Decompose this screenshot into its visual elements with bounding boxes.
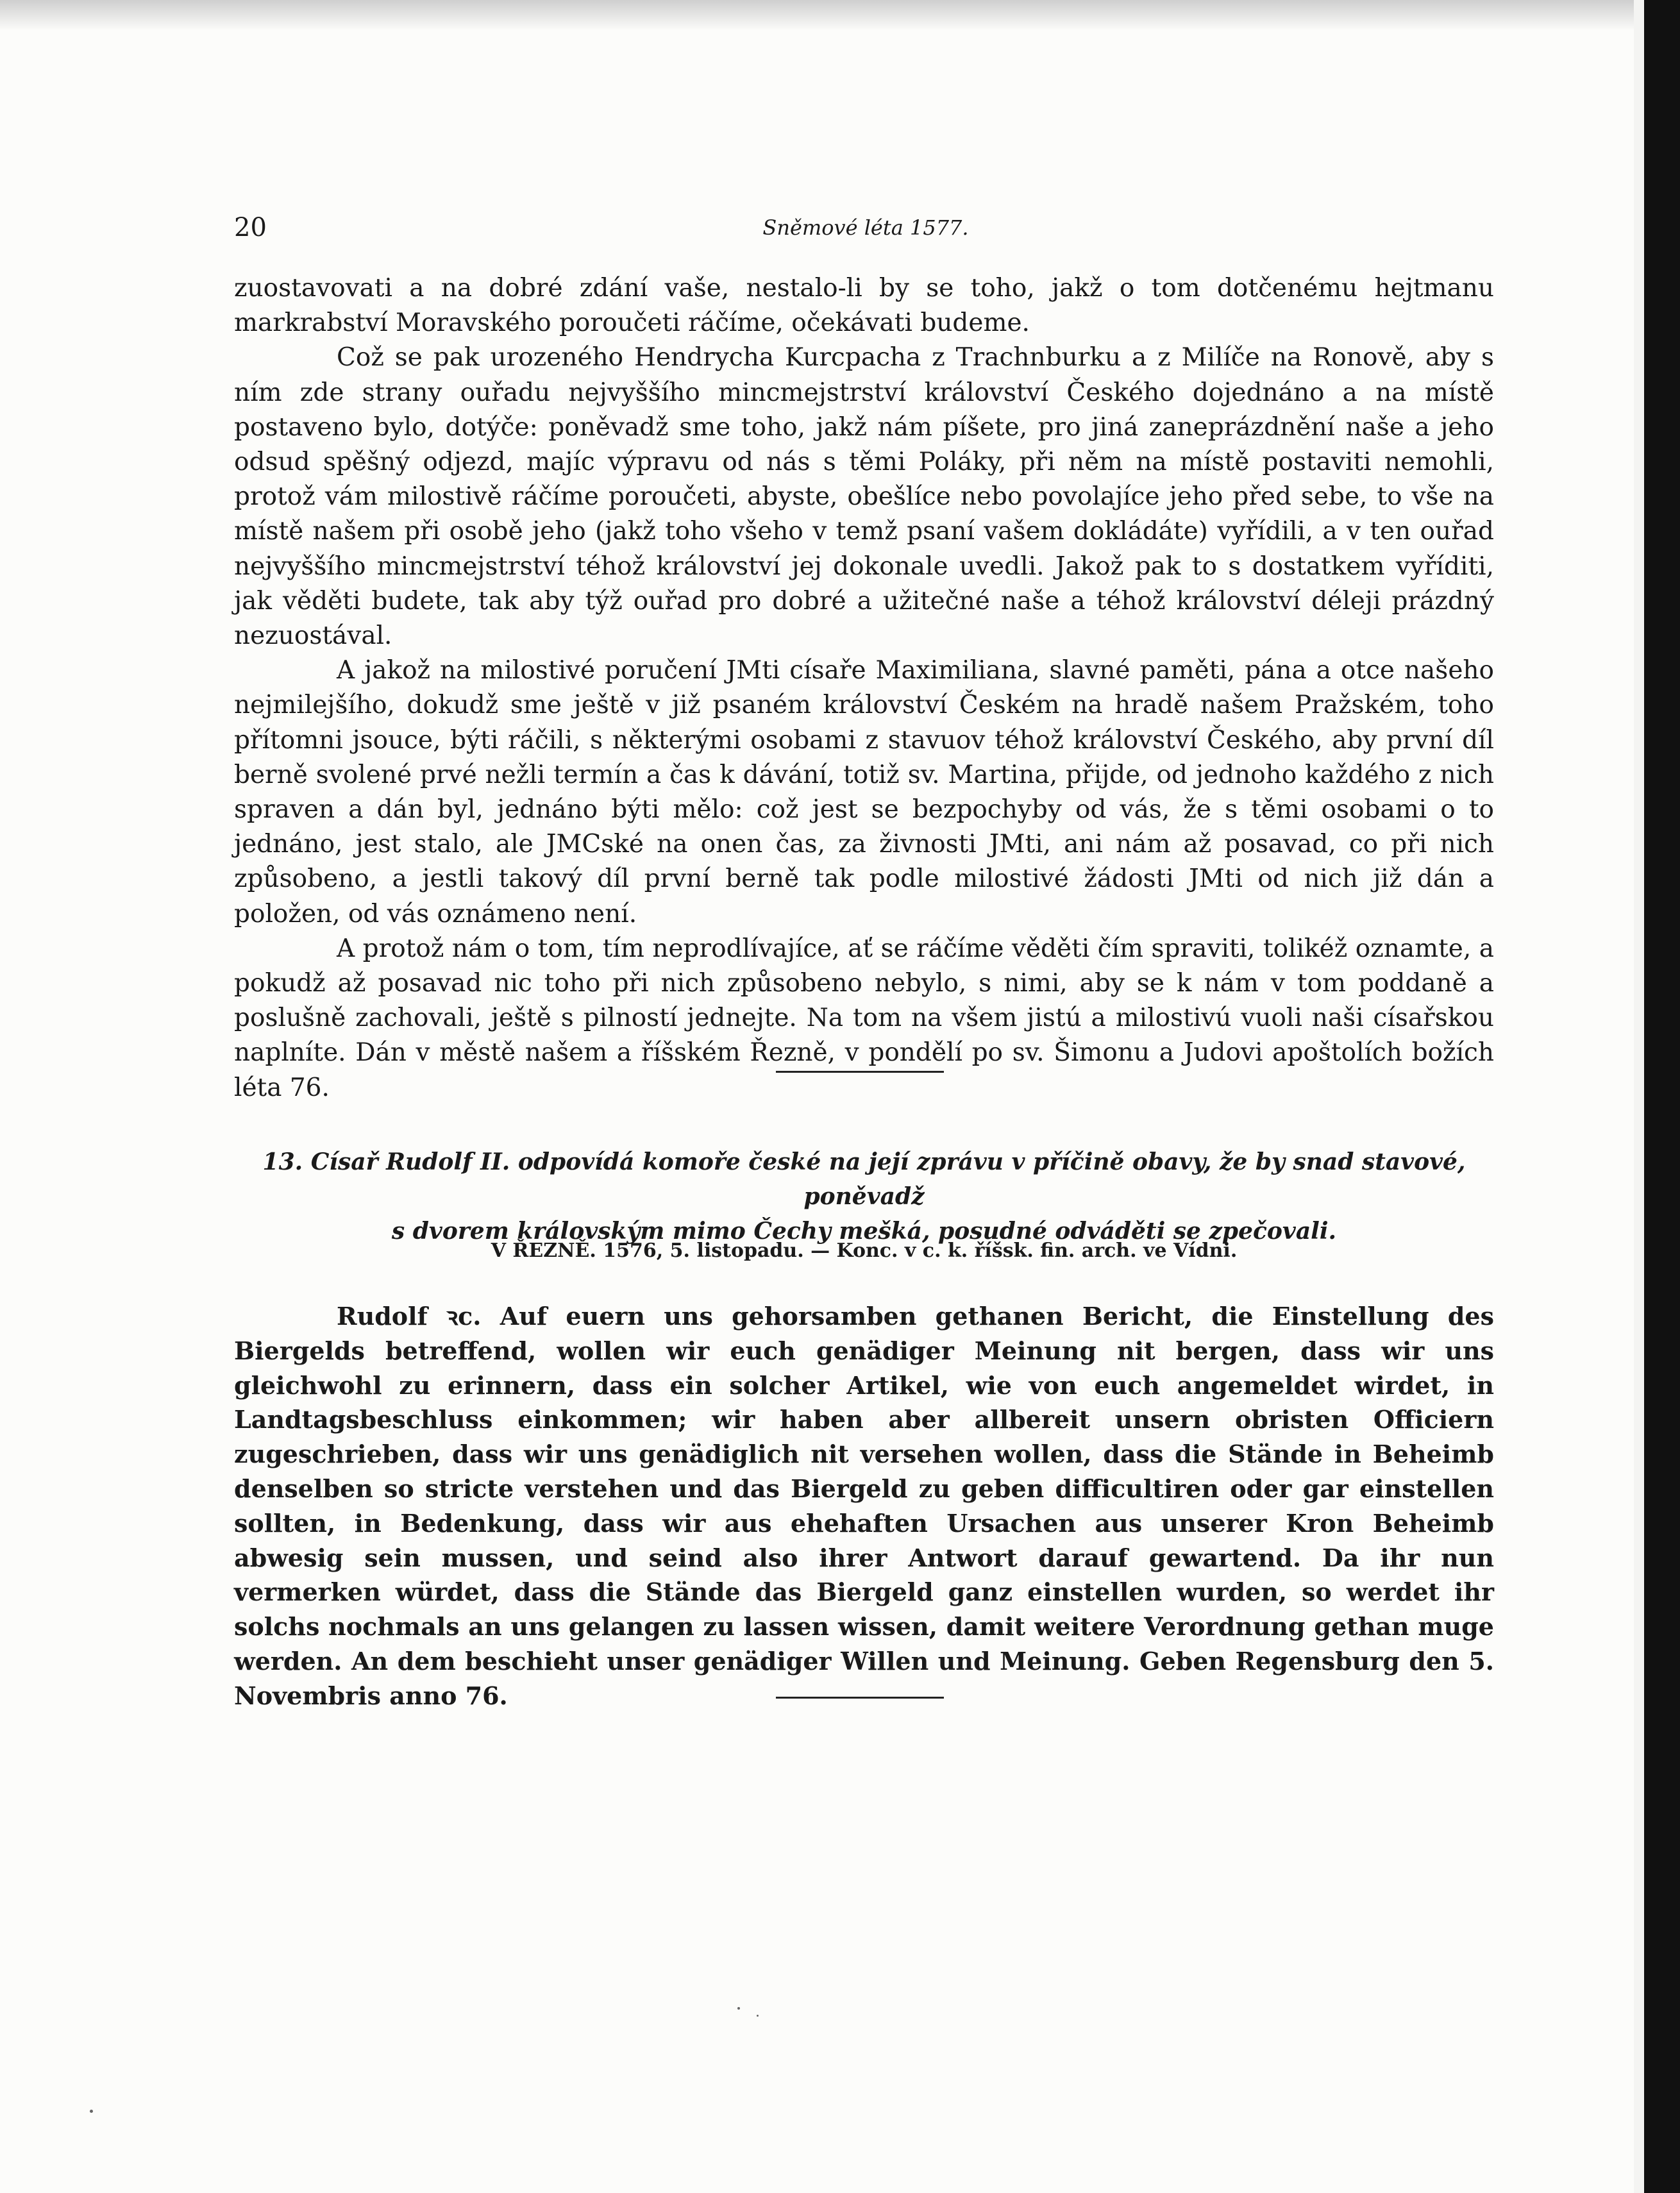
paragraph: A protož nám o tom, tím neprodlívajíce, ať se ráčíme věděti čím spraviti, tolikéž oznamte, a pokudž až posavad nic toho při nich způsobeno nebylo, s nimi, aby se k nám v tom poddaně a poslušně zachovali, ještě s pilností jednejte. Na tom na všem jistú a milostivú vuoli naši císařskou naplníte. Dán v městě našem a říšském Řezně, v pondělí po sv. Šimonu a Judovi apoštolích božích léta 76. (234, 934, 1494, 1102)
page-number: 20 (234, 213, 267, 242)
paragraph: Což se pak urozeného Hendrycha Kurcpacha z Trachnburku a z Milíče na Ronově, aby s ním zde strany ouřadu nejvyššího mincmejstrství království Českého dojednáno a na místě postaveno bylo, dotýče: poněvadž sme toho, jakž nám píšete, pro jiná zaneprázdnění naše a jeho odsud spěšný odjezd, majíc výpravu od nás s těmi Poláky, při něm na místě postaviti nemohli, protož vám milostivě ráčíme poroučeti, abyste, obešlíce nebo povolajíce jeho před sebe, to vše na místě našem při osobě jeho (jakž toho všeho v temž psaní vašem dokládáte) vyřídili, a v ten ouřad nejvyššího mincmejstrství téhož království jej dokonale uvedli. Jakož pak to s dostatkem vyříditi, jak věděti budete, tak aby týž ouřad pro dobré a užitečné naše a téhož království déleji prázdný nezuostával. (234, 343, 1494, 651)
german-letter-text (234, 1299, 1494, 1713)
heading-line: 13. Císař Rudolf II. odpovídá komoře české na její zprávu v příčině obavy, že by snad stavové, poněvadž (262, 1148, 1466, 1210)
section-divider (776, 1071, 944, 1073)
scan-speck (757, 2015, 759, 2017)
scan-speck (737, 2007, 740, 2010)
paragraph: A jakož na milostivé poručení JMti císaře Maximiliana, slavné paměti, pána a otce našeho nejmilejšího, dokudž sme ještě v již psaném království Českém na hradě našem Pražském, toho přítomni jsouce, býti ráčili, s některými osobami z stavuov téhož království Českého, aby první díl berně svolené prvé nežli termín a čas k dávání, totiž sv. Martina, přijde, od jednoho každého z nich spraven a dán byl, jednáno býti mělo: což jest se bezpochyby od vás, že s těmi osobami o to jednáno, jest stalo, ale JMCské na onen čas, za živnosti JMti, ani nám až posavad, co při nich způsobeno, a jestli takový díl první berně tak podle milostivé žádosti JMti od nich již dán a položen, od vás oznámeno není. (234, 656, 1494, 928)
adjacent-page-edge (1634, 0, 1644, 2193)
czech-letter-text (234, 271, 1494, 1105)
scan-shadow (0, 0, 1634, 31)
running-title: Sněmové léta 1577. (762, 215, 969, 240)
paragraph: zuostavovati a na dobré zdání vaše, nestalo-li by se toho, jakž o tom dotčenému hejtmanu markrabství Moravského poroučeti ráčíme, očekávati budeme. (234, 274, 1494, 338)
section-divider (776, 1697, 944, 1699)
page-header (234, 208, 1497, 247)
heading-line: s dvorem královským mimo Čechy mešká, posudné odváděti se zpečovali. (391, 1218, 1337, 1245)
document-heading (234, 1145, 1494, 1248)
source-citation: V ŘEZNĚ. 1576, 5. listopadu. — Konc. v c. k. říšsk. fin. arch. ve Vídni. (491, 1239, 1238, 1262)
scan-speck (90, 2110, 93, 2113)
paragraph: Rudolf ꝛc. Auf euern uns gehorsamben gethanen Bericht, die Einstellung des Biergelds betreffend, wollen wir euch genädiger Meinung nit bergen, dass wir uns gleichwohl zu erinnern, dass ein solcher Artikel, wie von euch angemeldet wirdet, in Landtagsbeschluss einkommen; wir haben aber allbereit unsern obristen Officiern zugeschrieben, dass wir uns genädiglich nit versehen wollen, dass die Stände in Beheimb denselben so stricte verstehen und das Biergeld zu geben difficultiren oder gar einstellen sollten, in Bedenkung, dass wir aus ehehaften Ursachen aus unserer Kron Beheimb abwesig sein mussen, und seind also ihrer Antwort darauf gewartend. Da ihr nun vermerken würdet, dass die Stände das Biergeld ganz einstellen wurden, so werdet ihr solchs nochmals an uns gelangen zu lassen wissen, damit weitere Verordnung gethan muge werden. An dem beschieht unser genädiger Willen und Meinung. Geben Regensburg den 5. Novembris anno 76. (234, 1302, 1494, 1710)
